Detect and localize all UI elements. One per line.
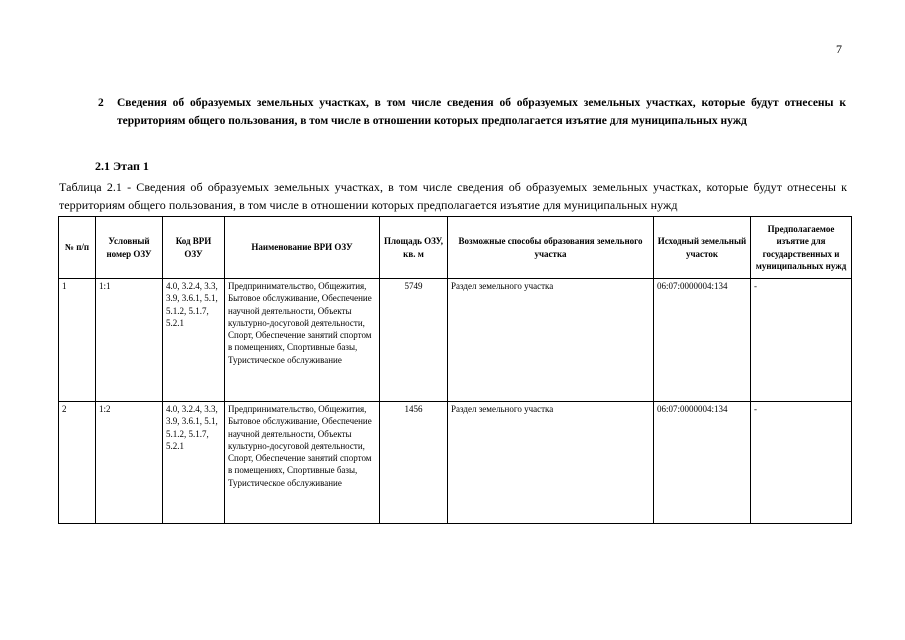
table-header-row <box>59 217 852 279</box>
cell-method: Раздел земельного участка <box>448 279 654 402</box>
table-row <box>59 279 852 402</box>
section-title: Сведения об образуемых земельных участках, в том числе сведения об образуемых земельных участках, которые будут отнесены к территориям общего пользования, в том числе в отношении которых предполагается изъятие для муниципальных нужд <box>117 97 846 127</box>
stage-title: 2.1 Этап 1 <box>95 159 149 173</box>
cell-method: Раздел земельного участка <box>448 402 654 524</box>
cell-name: Предпринимательство, Общежития, Бытовое обслуживание, Обеспечение научной деятельности, Объекты культурно-досуговой деятельности, Спорт, Обеспечение занятий спортом в помещениях, Спортивные базы, Туристическое обслуживание <box>225 402 380 524</box>
header-area: Площадь ОЗУ, кв. м <box>380 217 448 279</box>
cell-ozu: 1:2 <box>96 402 163 524</box>
cell-ozu: 1:1 <box>96 279 163 402</box>
cell-area: 1456 <box>380 402 448 524</box>
cell-code: 4.0, 3.2.4, 3.3, 3.9, 3.6.1, 5.1, 5.1.2, 5.1.7, 5.2.1 <box>163 402 225 524</box>
cell-seizure: - <box>751 402 852 524</box>
section-heading <box>98 94 846 130</box>
page-number: 7 <box>836 42 842 56</box>
table-caption: Таблица 2.1 - Сведения об образуемых земельных участках, в том числе сведения об образуемых земельных участках, которые будут отнесены к территориям общего пользования, в том числе в отношении которых предполагается изъятие для муниципальных нужд <box>59 180 847 212</box>
land-plots-table <box>58 216 852 524</box>
cell-source: 06:07:0000004:134 <box>654 279 751 402</box>
cell-num: 2 <box>59 402 96 524</box>
header-seizure: Предполагаемое изъятие для государственных и муниципальных нужд <box>751 217 852 279</box>
cell-seizure: - <box>751 279 852 402</box>
header-ozu: Условный номер ОЗУ <box>96 217 163 279</box>
cell-num: 1 <box>59 279 96 402</box>
header-code: Код ВРИ ОЗУ <box>163 217 225 279</box>
header-num: № п/п <box>59 217 96 279</box>
table-row <box>59 402 852 524</box>
cell-name: Предпринимательство, Общежития, Бытовое обслуживание, Обеспечение научной деятельности, Объекты культурно-досуговой деятельности, Спорт, Обеспечение занятий спортом в помещениях, Спортивные базы, Туристическое обслуживание <box>225 279 380 402</box>
section-number: 2 <box>98 97 104 109</box>
cell-source: 06:07:0000004:134 <box>654 402 751 524</box>
header-source: Исходный земельный участок <box>654 217 751 279</box>
header-method: Возможные способы образования земельного участка <box>448 217 654 279</box>
cell-code: 4.0, 3.2.4, 3.3, 3.9, 3.6.1, 5.1, 5.1.2, 5.1.7, 5.2.1 <box>163 279 225 402</box>
header-name: Наименование ВРИ ОЗУ <box>225 217 380 279</box>
cell-area: 5749 <box>380 279 448 402</box>
